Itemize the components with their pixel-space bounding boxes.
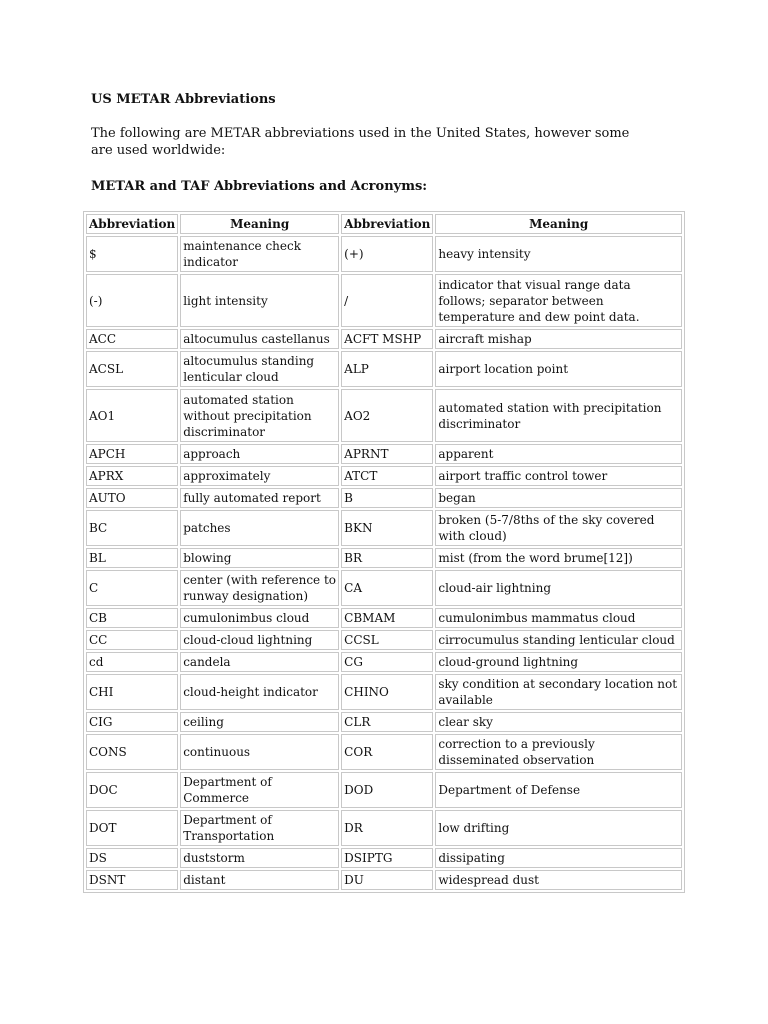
meaning-cell: approximately <box>180 466 339 486</box>
meaning-cell: automated station without precipitation discriminator <box>180 389 339 442</box>
table-row <box>86 652 682 672</box>
abbreviation-cell: DSIPTG <box>341 848 433 868</box>
abbreviation-cell: CBMAM <box>341 608 433 628</box>
table-row <box>86 329 682 349</box>
table-row <box>86 389 682 442</box>
meaning-cell: light intensity <box>180 274 339 327</box>
meaning-cell: Department of Transportation <box>180 810 339 846</box>
table-row <box>86 570 682 606</box>
table-row <box>86 548 682 568</box>
meaning-cell: indicator that visual range data follows; separator between temperature and dew point data. <box>435 274 682 327</box>
abbreviations-table <box>83 211 685 893</box>
column-header: Meaning <box>180 214 339 234</box>
abbreviation-cell: ATCT <box>341 466 433 486</box>
abbreviation-cell: APRNT <box>341 444 433 464</box>
table-row <box>86 274 682 327</box>
meaning-cell: ceiling <box>180 712 339 732</box>
abbreviation-cell: CHINO <box>341 674 433 710</box>
meaning-cell: duststorm <box>180 848 339 868</box>
table-row <box>86 810 682 846</box>
abbreviation-cell: AO2 <box>341 389 433 442</box>
meaning-cell: cloud-air lightning <box>435 570 682 606</box>
meaning-cell: clear sky <box>435 712 682 732</box>
abbreviation-cell: ACSL <box>86 351 178 387</box>
meaning-cell: low drifting <box>435 810 682 846</box>
abbreviation-cell: AO1 <box>86 389 178 442</box>
abbreviation-cell: BKN <box>341 510 433 546</box>
meaning-cell: patches <box>180 510 339 546</box>
abbreviation-cell: ACFT MSHP <box>341 329 433 349</box>
abbreviation-cell: (+) <box>341 236 433 272</box>
column-header: Meaning <box>435 214 682 234</box>
table-row <box>86 674 682 710</box>
meaning-cell: approach <box>180 444 339 464</box>
table-row <box>86 772 682 808</box>
abbreviation-cell: DU <box>341 870 433 890</box>
meaning-cell: candela <box>180 652 339 672</box>
abbreviation-cell: / <box>341 274 433 327</box>
abbreviation-cell: BC <box>86 510 178 546</box>
table-row <box>86 236 682 272</box>
meaning-cell: cloud-height indicator <box>180 674 339 710</box>
abbreviation-cell: BL <box>86 548 178 568</box>
meaning-cell: correction to a previously disseminated observation <box>435 734 682 770</box>
section-heading: METAR and TAF Abbreviations and Acronyms: <box>91 179 428 194</box>
intro-paragraph: The following are METAR abbreviations used in the United States, however some are used worldwide: <box>91 126 630 158</box>
table-row <box>86 734 682 770</box>
abbreviation-cell: AUTO <box>86 488 178 508</box>
column-header: Abbreviation <box>341 214 433 234</box>
table-row <box>86 608 682 628</box>
meaning-cell: airport location point <box>435 351 682 387</box>
meaning-cell: cloud-ground lightning <box>435 652 682 672</box>
meaning-cell: apparent <box>435 444 682 464</box>
meaning-cell: fully automated report <box>180 488 339 508</box>
meaning-cell: began <box>435 488 682 508</box>
column-header: Abbreviation <box>86 214 178 234</box>
abbreviation-cell: CHI <box>86 674 178 710</box>
meaning-cell: widespread dust <box>435 870 682 890</box>
meaning-cell: dissipating <box>435 848 682 868</box>
page-title: US METAR Abbreviations <box>91 92 276 107</box>
meaning-cell: cirrocumulus standing lenticular cloud <box>435 630 682 650</box>
abbreviation-cell: $ <box>86 236 178 272</box>
abbreviation-cell: APRX <box>86 466 178 486</box>
abbreviation-cell: C <box>86 570 178 606</box>
abbreviation-cell: (-) <box>86 274 178 327</box>
table-row <box>86 712 682 732</box>
meaning-cell: automated station with precipitation discriminator <box>435 389 682 442</box>
abbreviation-cell: DOC <box>86 772 178 808</box>
abbreviation-cell: CC <box>86 630 178 650</box>
meaning-cell: blowing <box>180 548 339 568</box>
table-row <box>86 466 682 486</box>
meaning-cell: cumulonimbus cloud <box>180 608 339 628</box>
abbreviation-cell: CA <box>341 570 433 606</box>
meaning-cell: Department of Defense <box>435 772 682 808</box>
meaning-cell: heavy intensity <box>435 236 682 272</box>
table-row <box>86 444 682 464</box>
abbreviation-cell: APCH <box>86 444 178 464</box>
meaning-cell: altocumulus castellanus <box>180 329 339 349</box>
abbreviation-cell: BR <box>341 548 433 568</box>
meaning-cell: Department of Commerce <box>180 772 339 808</box>
abbreviation-cell: ALP <box>341 351 433 387</box>
abbreviation-cell: CIG <box>86 712 178 732</box>
table-row <box>86 351 682 387</box>
abbreviation-cell: DOD <box>341 772 433 808</box>
meaning-cell: continuous <box>180 734 339 770</box>
meaning-cell: altocumulus standing lenticular cloud <box>180 351 339 387</box>
abbreviation-cell: DR <box>341 810 433 846</box>
abbreviation-cell: B <box>341 488 433 508</box>
abbreviation-cell: CONS <box>86 734 178 770</box>
meaning-cell: maintenance check indicator <box>180 236 339 272</box>
table-row <box>86 848 682 868</box>
meaning-cell: airport traffic control tower <box>435 466 682 486</box>
abbreviation-cell: COR <box>341 734 433 770</box>
abbreviation-cell: CB <box>86 608 178 628</box>
abbreviation-cell: DOT <box>86 810 178 846</box>
meaning-cell: center (with reference to runway designation) <box>180 570 339 606</box>
meaning-cell: mist (from the word brume[12]) <box>435 548 682 568</box>
abbreviation-cell: DSNT <box>86 870 178 890</box>
abbreviation-cell: CG <box>341 652 433 672</box>
table-row <box>86 488 682 508</box>
abbreviation-cell: CCSL <box>341 630 433 650</box>
abbreviation-cell: CLR <box>341 712 433 732</box>
abbreviation-cell: DS <box>86 848 178 868</box>
abbreviation-cell: cd <box>86 652 178 672</box>
meaning-cell: cumulonimbus mammatus cloud <box>435 608 682 628</box>
table-row <box>86 510 682 546</box>
meaning-cell: distant <box>180 870 339 890</box>
table-row <box>86 870 682 890</box>
abbreviation-cell: ACC <box>86 329 178 349</box>
meaning-cell: cloud-cloud lightning <box>180 630 339 650</box>
meaning-cell: aircraft mishap <box>435 329 682 349</box>
meaning-cell: broken (5-7/8ths of the sky covered with cloud) <box>435 510 682 546</box>
table-row <box>86 630 682 650</box>
meaning-cell: sky condition at secondary location not available <box>435 674 682 710</box>
table-header-row <box>86 214 682 234</box>
